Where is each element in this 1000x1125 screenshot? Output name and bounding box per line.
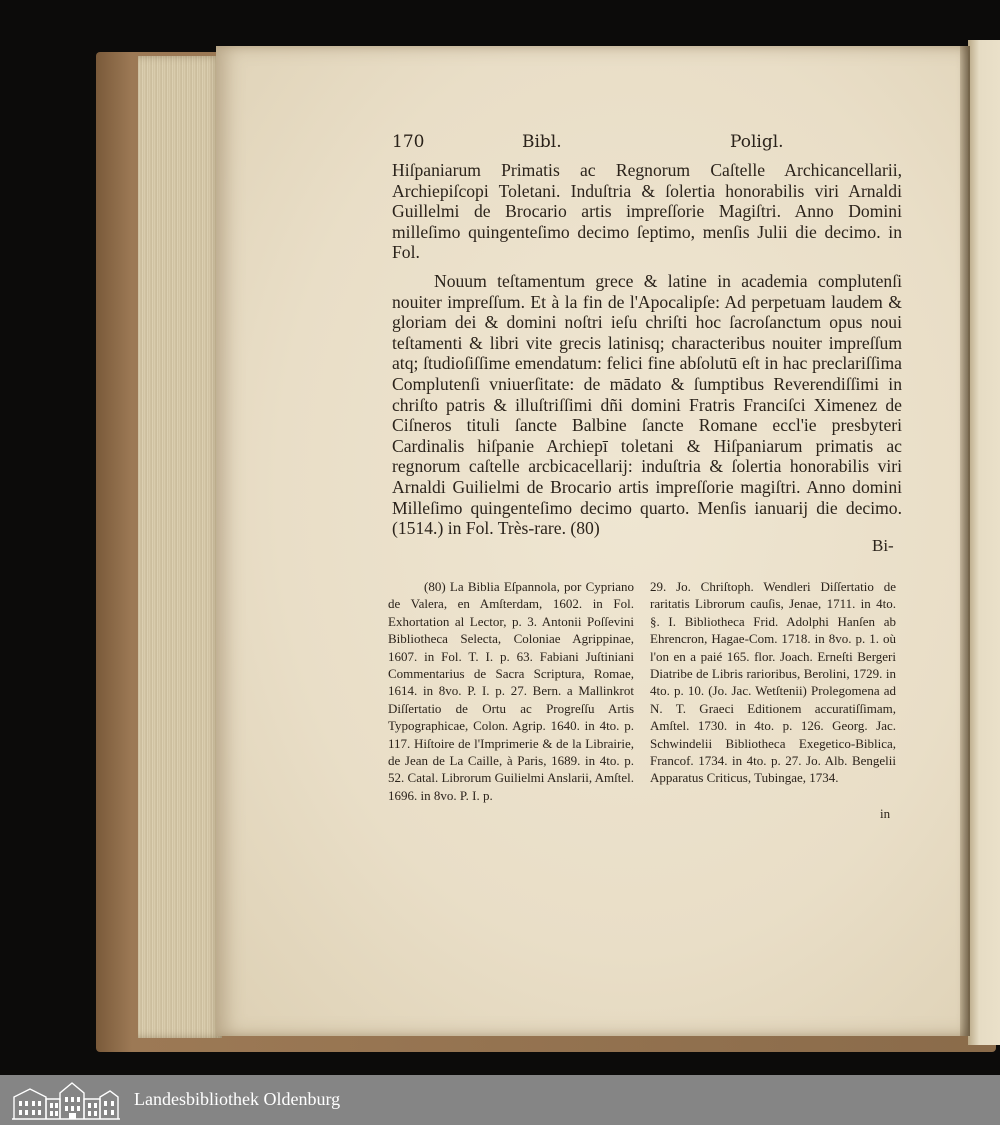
library-name: Landesbibliothek Oldenburg <box>134 1089 341 1109</box>
running-head-right: Poligl. <box>730 132 784 152</box>
footnote-right-column: 29. Jo. Chriſtoph. Wendleri Diſſertatio de raritatis Librorum cauſis, Jenae, 1711. in 4to. §. I. Bibliotheca Frid. Adolphi Hanſen ab Ehrencron, Hagae-Com. 1718. in 8vo. p. 1. où l'on en a paié 165. flor. Joach. Erneſti Bergeri Diatribe de Libris rarioribus, Berolini, 1729. in 4to. p. 10. (Jo. Jac. Wetſtenii) Prolegomena ad N. T. Graeci Editionem accuratiſſimam, Amſtel. 1730. in 4to. p. 126. Georg. Jac. Schwindelii Bibliotheca Exegetico-Biblica, Francof. 1734. in 4to. p. 27. Jo. Alb. Bengelii Apparatus Criticus, Tubingae, 1734. <box>650 579 896 786</box>
running-head-center: Bibl. <box>522 132 562 152</box>
library-footer-bar <box>0 1075 1000 1125</box>
paragraph-2: Nouum teſtamentum grece & latine in academia complutenſi nouiter impreſſum. Et à la fin de l'Apocalipſe: Ad perpetuam laudem & gloriam dei & domini noſtri ieſu chriſti hoc ſacroſanctum opus noui teſtamenti & libri vite grecis latinisq; characteribus nouiter impreſſum atq; ſtudioſiſſime emendatum: felici fine abſolutū eſt in hac preclariſſima Complutenſi vniuerſitate: de mādato & ſumptibus Reverendiſſimi in chriſto patris & illuſtriſſimi dñi domini Fratris Franciſci Ximenez de Ciſneros tituli ſancte Balbine ſancte Romane eccl'ie presbyteri Cardinalis hiſpanie Archiepī toletani & Hiſpaniarum primatis ac regnorum caſtelle arcbicacellarij: induſtria & ſolertia honorabilis viri Arnaldi Guilielmi de Brocario artis impreſſorie magiſtri. Anno domini Milleſimo quingenteſimo decimo quarto. Menſis ianuarij die decimo. (1514.) in Fol. Très-rare. (80) <box>392 270 902 539</box>
footnote-left-column: (80) La Biblia Eſpannola, por Cypriano de Valera, en Amſterdam, 1602. in Fol. Exhortation al Lector, p. 3. Antonii Poſſevini Bibliotheca Selecta, Coloniae Agrippinae, 1607. in Fol. T. I. p. 63. Fabiani Juſtiniani Commentarius de Sacra Scriptura, Romae, 1614. in 8vo. P. I. p. 27. Bern. a Mallinkrot Diſſertatio de Ortu ac Progreſſu Artis Typographicae, Colon. Agrip. 1640. in 4to. p. 117. Hiſtoire de l'Imprimerie & de la Librairie, de Jean de La Caille, à Paris, 1689. in 4to. p. 52. Catal. Librorum Guilielmi Anslarii, Amſtel. 1696. in 8vo. P. I. p. <box>388 579 634 803</box>
page-gutter <box>960 46 970 1036</box>
library-building-logo-icon <box>10 1079 122 1121</box>
page-edges <box>138 56 222 1038</box>
paragraph-1: Hiſpaniarum Primatis ac Regnorum Caſtelle Archicancellarii, Archiepiſcopi Toletani. Induſtria & ſolertia honorabilis viri Arnaldi Guillelmi de Brocario artis impreſſorie Magiſtri. Anno Domini milleſimo quingenteſimo decimo ſeptimo, menſis Julii die decimo. in Fol. <box>392 160 902 263</box>
catchword: Bi- <box>872 536 894 555</box>
page-number: 170 <box>392 132 425 152</box>
running-head <box>392 132 798 156</box>
main-text <box>392 160 902 547</box>
footnote-catchword: in <box>880 806 891 821</box>
facing-page-edge <box>968 40 1000 1045</box>
